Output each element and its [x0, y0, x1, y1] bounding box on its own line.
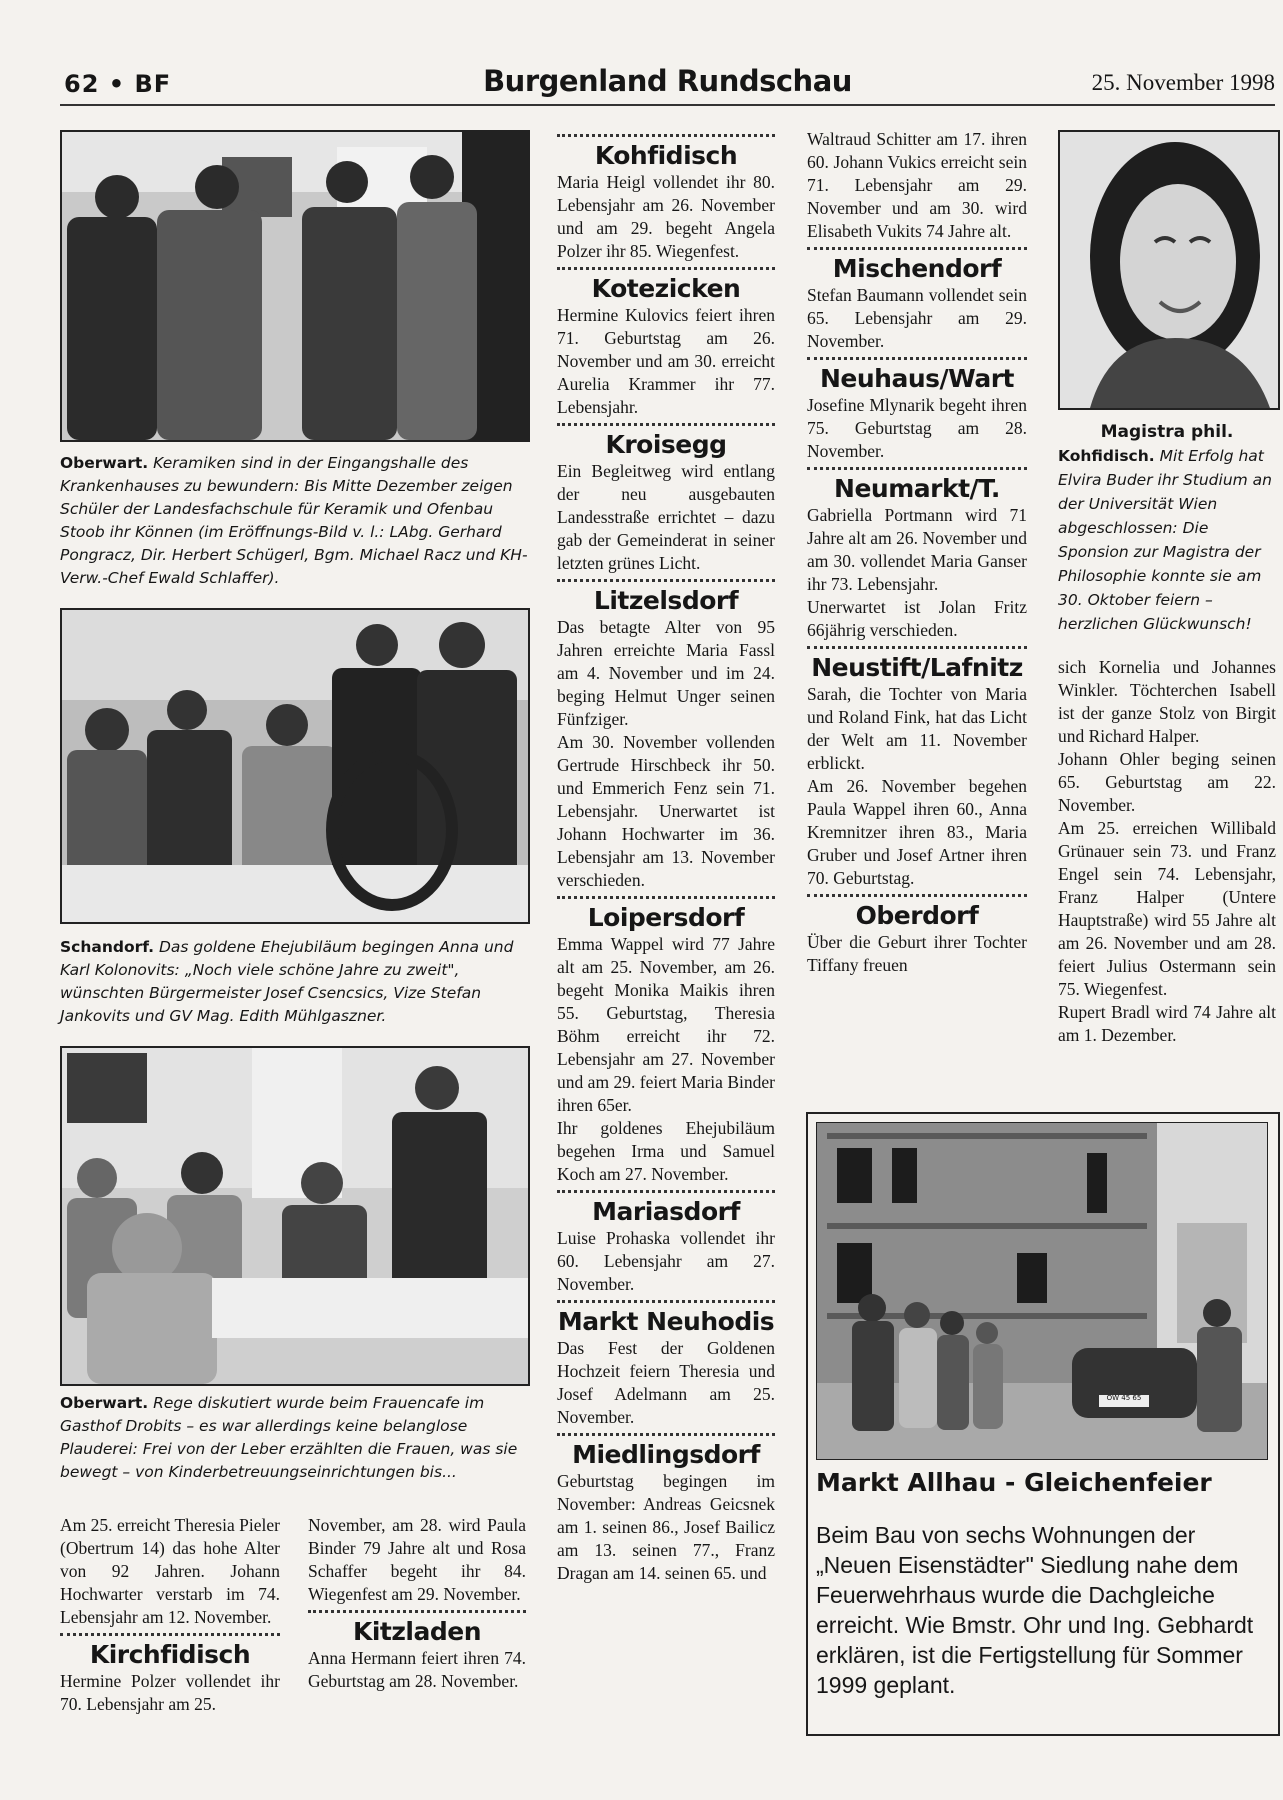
photo-portrait-magistra [1058, 130, 1280, 410]
gleichenfeier-box [806, 1112, 1280, 1736]
article-text: Am 25. erreicht Theresia Pieler (Obertrum 14) das hohe Alter von 92 Jahren. Johann Hochwarter verstarb im 74. Lebensjahr am 12. November. [60, 1515, 280, 1627]
caption-place: Oberwart. [60, 1394, 149, 1412]
section-text: Gabriella Portmann wird 71 Jahre alt am 26. November und am 30. vollendet Maria Ganser ihr 73. Lebensjahr. [807, 505, 1027, 594]
section-text: Emma Wappel wird 77 Jahre alt am 25. November, am 26. begeht Monika Maikis ihren 55. Geburtstag, Theresia Böhm erreicht ihr 72. Lebensjahr am 27. November und am 29. feiert Maria Binder ihren 65er. [557, 934, 775, 1115]
section-neustift-lafnitz [807, 653, 1027, 890]
caption-text: Das goldene Ehejubiläum begingen Anna und Karl Kolonovits: „Noch viele schöne Jahre zu zweit", wünschten Bürgermeister Josef Csencsics, Vize Stefan Jankovits und GV Mag. Edith Mühlgaszner. [60, 938, 514, 1025]
caption-text: Rege diskutiert wurde beim Frauencafe im Gasthof Drobits – es war allerdings keine belanglose Plauderei: Frei von der Leber erzählten die Frauen, was sie bewegt – von Kinderbetreuungseinrichtungen bis... [60, 1394, 518, 1481]
caption-photo2 [60, 936, 528, 1028]
section-text: Luise Prohaska vollendet ihr 60. Lebensjahr am 27. November. [557, 1228, 775, 1294]
issue-date: 25. November 1998 [1091, 70, 1275, 95]
section-text: Josefine Mlynarik begeht ihren 75. Geburtstag am 28. November. [807, 395, 1027, 461]
section-text: Das betagte Alter von 95 Jahren erreichte Maria Fassl am 4. November und im 24. beging Helmut Unger seinen Fünfziger. [557, 617, 775, 729]
dotted-divider [60, 1633, 280, 1636]
page-number: 62 • BF [64, 70, 172, 98]
dotted-divider [308, 1610, 526, 1613]
section-mischendorf [807, 254, 1027, 353]
column-bottom-left-b [308, 1514, 526, 1693]
section-title: Litzelsdorf [593, 586, 739, 615]
photo-golden-anniversary [60, 608, 530, 924]
caption-text: Mit Erfolg hat Elvira Buder ihr Studium an der Universität Wien abgeschlossen: Die Sponsion zur Magistra der Philosophie konnte sie am 30. Oktober feiern – herzlichen Glückwunsch! [1058, 447, 1272, 633]
caption-text: Keramiken sind in der Eingangshalle des Krankenhauses zu bewundern: Bis Mitte Dezember zeigen Schüler der Landesfachschule für Keramik und Ofenbau Stoob ihr Können (im Eröffnungs-Bild v. l.: LAbg. Gerhard Pongracz, Dir. Herbert Schügerl, Bgm. Michael Racz und KH-Verw.-Chef Ewald Schlaffer). [60, 454, 528, 587]
caption-photo1 [60, 452, 528, 590]
section-title: Kroisegg [605, 430, 727, 459]
section-text: Geburtstag begingen im November: Andreas Geicsnek am 1. seinen 86., Josef Bailicz am 13. seinen 77., Franz Dragan am 14. seinen 65. und [557, 1471, 775, 1583]
section-text: Hermine Kulovics feiert ihren 71. Geburtstag am 26. November und am 30. erreicht Aurelia Krammer ihr 77. Lebensjahr. [557, 305, 775, 417]
gleichenfeier-text: Beim Bau von sechs Wohnungen der „Neuen Eisenstädter" Siedlung nahe dem Feuerwehrhaus wurde die Dachgleiche erreicht. Wie Bmstr. Ohr und Ing. Gebhardt erklären, ist die Fertigstellung für Sommer 1999 geplant. [816, 1522, 1254, 1698]
article-text-3: Am 25. erreichen Willibald Grünauer sein 73. und Franz Engel sein 74. Lebensjahr, Franz Halper (Untere Hauptstraße) wird 55 Jahre alt am 26. November und am 28. feiert Julius Ostermann sein 75. Wiegenfest. [1058, 818, 1276, 999]
section-litzelsdorf [557, 586, 775, 892]
article-text-2: Johann Ohler beging seinen 65. Geburtstag am 22. November. [1058, 749, 1276, 815]
section-text: Anna Hermann feiert ihren 74. Geburtstag am 28. November. [308, 1648, 526, 1691]
article-text-4: Rupert Bradl wird 74 Jahre alt am 1. Dezember. [1058, 1002, 1276, 1045]
section-kroisegg [557, 430, 775, 575]
page-header [60, 58, 1275, 106]
section-text-2: Am 26. November begehen Paula Wappel ihren 60., Anna Kremnitzer ihren 83., Maria Gruber und Josef Artner ihren 70. Geburtstag. [807, 776, 1027, 888]
section-kohfidisch [557, 141, 775, 263]
section-title: Kotezicken [591, 274, 741, 303]
dotted-divider [807, 467, 1027, 470]
photo-frauencafe [60, 1046, 530, 1386]
gleichenfeier-title: Markt Allhau - Gleichenfeier [816, 1468, 1212, 1497]
section-title: Neuhaus/Wart [820, 364, 1014, 393]
license-plate: OW 45 65 [1106, 1394, 1142, 1402]
section-title: Oberdorf [855, 901, 979, 930]
dotted-divider [557, 134, 775, 137]
dotted-divider [557, 1190, 775, 1193]
section-title: Kohfidisch [594, 141, 738, 170]
caption-portrait [1058, 420, 1276, 636]
section-kitzladen [308, 1617, 526, 1693]
section-title: Kitzladen [352, 1617, 482, 1646]
section-neumarkt [807, 474, 1027, 642]
photo-building-site [816, 1122, 1268, 1460]
article-text: November, am 28. wird Paula Binder 79 Jahre alt und Rosa Schaffer begeht ihr 84. Wiegenfest am 29. November. [308, 1515, 526, 1604]
section-title: Miedlingsdorf [572, 1440, 760, 1469]
section-title: Neumarkt/T. [834, 474, 1000, 503]
section-neuhaus-wart [807, 364, 1027, 463]
section-text: Ein Begleitweg wird entlang der neu ausgebauten Landesstraße errichtet – dazu gab der Gemeinderat in seiner letzten grünes Licht. [557, 461, 775, 573]
section-loipersdorf [557, 903, 775, 1186]
section-title: Kirchfidisch [89, 1640, 251, 1669]
section-oberdorf [807, 901, 1027, 977]
newspaper-title: Burgenland Rundschau [483, 64, 852, 98]
section-markt-neuhodis [557, 1307, 775, 1429]
article-text: sich Kornelia und Johannes Winkler. Töchterchen Isabell ist der ganze Stolz von Birgit und Richard Halper. [1058, 657, 1276, 746]
caption-place: Schandorf. [60, 938, 155, 956]
dotted-divider [807, 646, 1027, 649]
section-text: Sarah, die Tochter von Maria und Roland Fink, hat das Licht der Welt am 11. November erblickt. [807, 684, 1027, 773]
section-text-2: Ihr goldenes Ehejubiläum begehen Irma und Samuel Koch am 27. November. [557, 1118, 775, 1184]
section-text-2: Am 30. November vollenden Gertrude Hirschbeck ihr 50. und Emmerich Fenz sein 71. Lebensjahr. Unerwartet ist Johann Hochwarter im 36. Lebensjahr am 13. November verschieden. [557, 732, 775, 890]
section-kotezicken [557, 274, 775, 419]
dotted-divider [557, 267, 775, 270]
section-miedlingsdorf [557, 1440, 775, 1585]
section-text: Das Fest der Goldenen Hochzeit feiern Theresia und Josef Adelmann am 25. November. [557, 1338, 775, 1427]
dotted-divider [807, 894, 1027, 897]
section-title: Neustift/Lafnitz [811, 653, 1023, 682]
column-middle [557, 134, 775, 1585]
dotted-divider [557, 1300, 775, 1303]
section-text: Maria Heigl vollendet ihr 80. Lebensjahr am 26. November und am 29. begeht Angela Polzer ihr 85. Wiegenfest. [557, 172, 775, 261]
article-text: Waltraud Schitter am 17. ihren 60. Johann Vukics erreicht sein 71. Lebensjahr am 29. November und am 30. wird Elisabeth Vukits 74 Jahre alt. [807, 129, 1027, 241]
column-bottom-left-a [60, 1514, 280, 1716]
section-text-2: Unerwartet ist Jolan Fritz 66jährig verschieden. [807, 597, 1027, 640]
dotted-divider [557, 1433, 775, 1436]
section-text: Über die Geburt ihrer Tochter Tiffany freuen [807, 932, 1027, 975]
dotted-divider [557, 579, 775, 582]
caption-photo3 [60, 1392, 528, 1484]
section-title: Mariasdorf [592, 1197, 740, 1226]
section-title: Loipersdorf [587, 903, 745, 932]
section-text: Hermine Polzer vollendet ihr 70. Lebensjahr am 25. [60, 1671, 280, 1714]
dotted-divider [807, 247, 1027, 250]
section-kirchfidisch [60, 1640, 280, 1716]
photo-ceramics-opening [60, 130, 530, 442]
section-text: Stefan Baumann vollendet sein 65. Lebensjahr am 29. November. [807, 285, 1027, 351]
caption-place: Kohfidisch. [1058, 447, 1155, 465]
dotted-divider [807, 357, 1027, 360]
dotted-divider [557, 423, 775, 426]
column-far-right [1058, 656, 1276, 1047]
section-mariasdorf [557, 1197, 775, 1296]
column-right [807, 128, 1027, 977]
section-title: Mischendorf [832, 254, 1002, 283]
caption-place: Oberwart. [60, 454, 149, 472]
dotted-divider [557, 896, 775, 899]
section-title: Markt Neuhodis [557, 1307, 775, 1336]
portrait-title: Magistra phil. [1100, 422, 1234, 442]
